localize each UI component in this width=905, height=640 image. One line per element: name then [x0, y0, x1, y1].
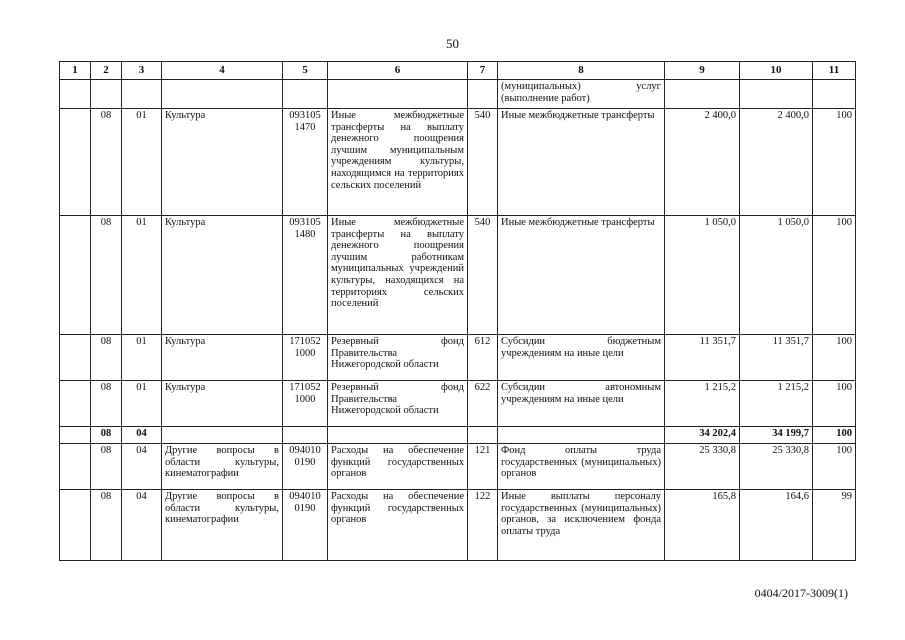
cell-expense-type: 122	[468, 490, 498, 561]
cell-fact	[740, 80, 813, 109]
table-row	[60, 216, 856, 335]
cell-percent: 100	[813, 427, 856, 444]
cell-target-article: 093105 1480	[283, 216, 328, 335]
page-number: 50	[446, 36, 459, 51]
cell-expense-name: Иные межбюджетные трансферты	[498, 216, 665, 335]
cell-section: 08	[91, 444, 122, 490]
cell-section	[91, 80, 122, 109]
cell-fact: 1 050,0	[740, 216, 813, 335]
document-code: 0404/2017-3009(1)	[754, 586, 848, 600]
cell-expense-name: Иные межбюджетные трансферты	[498, 109, 665, 216]
cell-percent: 99	[813, 490, 856, 561]
cell-blank	[60, 109, 91, 216]
cell-subsection: 01	[122, 381, 162, 427]
header-row	[60, 62, 856, 80]
cell-blank	[60, 427, 91, 444]
cell-fact: 1 215,2	[740, 381, 813, 427]
cell-fact: 11 351,7	[740, 335, 813, 381]
cell-name: Культура	[162, 335, 283, 381]
cell-expense-name: Субсидии автономным учреждениям на иные цели	[498, 381, 665, 427]
cell-name: Другие вопросы в области культуры, кинематографии	[162, 490, 283, 561]
cell-plan: 165,8	[665, 490, 740, 561]
col-header: 3	[122, 62, 162, 80]
table-row	[60, 335, 856, 381]
cell-fact: 25 330,8	[740, 444, 813, 490]
cell-target-article: 171052 1000	[283, 335, 328, 381]
cell-percent: 100	[813, 444, 856, 490]
cell-name	[162, 80, 283, 109]
cell-name: Культура	[162, 381, 283, 427]
cell-expense-name: Субсидии бюджетным учреждениям на иные цели	[498, 335, 665, 381]
cell-blank	[60, 335, 91, 381]
col-header: 10	[740, 62, 813, 80]
cell-subsection: 01	[122, 335, 162, 381]
table-row	[60, 381, 856, 427]
cell-expense-name: Иные выплаты персоналу государственных (муниципальных) органов, за исключением фонда оплаты труда	[498, 490, 665, 561]
col-header: 4	[162, 62, 283, 80]
col-header: 5	[283, 62, 328, 80]
cell-name: Культура	[162, 216, 283, 335]
cell-plan: 11 351,7	[665, 335, 740, 381]
cell-blank	[60, 490, 91, 561]
cell-expense-type: 121	[468, 444, 498, 490]
col-header: 1	[60, 62, 91, 80]
col-header: 9	[665, 62, 740, 80]
cell-section: 08	[91, 381, 122, 427]
col-header: 6	[328, 62, 468, 80]
cell-expense-type: 612	[468, 335, 498, 381]
cell-description: Иные межбюджетные трансферты на выплату денежного поощрения лучшим работникам муниципальных учреждений культуры, находящихся на территориях сельских поселений	[328, 216, 468, 335]
cell-target-article	[283, 427, 328, 444]
cell-section: 08	[91, 109, 122, 216]
cell-plan	[665, 80, 740, 109]
cell-blank	[60, 444, 91, 490]
table-row	[60, 109, 856, 216]
col-header: 2	[91, 62, 122, 80]
cell-name: Другие вопросы в области культуры, кинематографии	[162, 444, 283, 490]
cell-expense-type: 622	[468, 381, 498, 427]
budget-table	[59, 61, 856, 561]
cell-percent: 100	[813, 109, 856, 216]
cell-fact: 164,6	[740, 490, 813, 561]
cell-target-article: 094010 0190	[283, 490, 328, 561]
cell-blank	[60, 381, 91, 427]
cell-name	[162, 427, 283, 444]
cell-expense-name	[498, 427, 665, 444]
cell-description: Резервный фонд Правительства Нижегородской области	[328, 381, 468, 427]
cell-plan: 2 400,0	[665, 109, 740, 216]
col-header: 7	[468, 62, 498, 80]
cell-subsection: 01	[122, 216, 162, 335]
cell-section: 08	[91, 490, 122, 561]
cell-expense-type	[468, 427, 498, 444]
cell-section: 08	[91, 216, 122, 335]
cell-expense-type: 540	[468, 109, 498, 216]
cell-description	[328, 80, 468, 109]
cell-target-article: 094010 0190	[283, 444, 328, 490]
cell-description: Иные межбюджетные трансферты на выплату денежного поощрения лучшим муниципальным учреждениям культуры, находящимся на территориях сельских поселений	[328, 109, 468, 216]
col-header: 8	[498, 62, 665, 80]
cell-subsection: 04	[122, 490, 162, 561]
cell-fact: 2 400,0	[740, 109, 813, 216]
cell-name: Культура	[162, 109, 283, 216]
cell-blank	[60, 80, 91, 109]
cell-fact: 34 199,7	[740, 427, 813, 444]
cell-plan: 1 215,2	[665, 381, 740, 427]
cell-blank	[60, 216, 91, 335]
cell-description: Расходы на обеспечение функций государственных органов	[328, 444, 468, 490]
cell-subsection: 04	[122, 427, 162, 444]
col-header: 11	[813, 62, 856, 80]
cell-percent: 100	[813, 381, 856, 427]
cell-percent: 100	[813, 216, 856, 335]
cell-percent	[813, 80, 856, 109]
cell-expense-name: (муниципальных) услуг (выполнение работ)	[498, 80, 665, 109]
cell-section: 08	[91, 335, 122, 381]
cell-description: Расходы на обеспечение функций государственных органов	[328, 490, 468, 561]
cell-target-article: 171052 1000	[283, 381, 328, 427]
cell-description: Резервный фонд Правительства Нижегородской области	[328, 335, 468, 381]
cell-target-article: 093105 1470	[283, 109, 328, 216]
cell-plan: 34 202,4	[665, 427, 740, 444]
cell-percent: 100	[813, 335, 856, 381]
cell-plan: 25 330,8	[665, 444, 740, 490]
table-row-total	[60, 427, 856, 444]
table-row	[60, 490, 856, 561]
cell-expense-type: 540	[468, 216, 498, 335]
table-row	[60, 444, 856, 490]
cell-section: 08	[91, 427, 122, 444]
cell-plan: 1 050,0	[665, 216, 740, 335]
cell-subsection: 01	[122, 109, 162, 216]
cell-description	[328, 427, 468, 444]
cell-expense-type	[468, 80, 498, 109]
cell-expense-name: Фонд оплаты труда государственных (муниципальных) органов	[498, 444, 665, 490]
table-row	[60, 80, 856, 109]
cell-subsection: 04	[122, 444, 162, 490]
cell-target-article	[283, 80, 328, 109]
cell-subsection	[122, 80, 162, 109]
